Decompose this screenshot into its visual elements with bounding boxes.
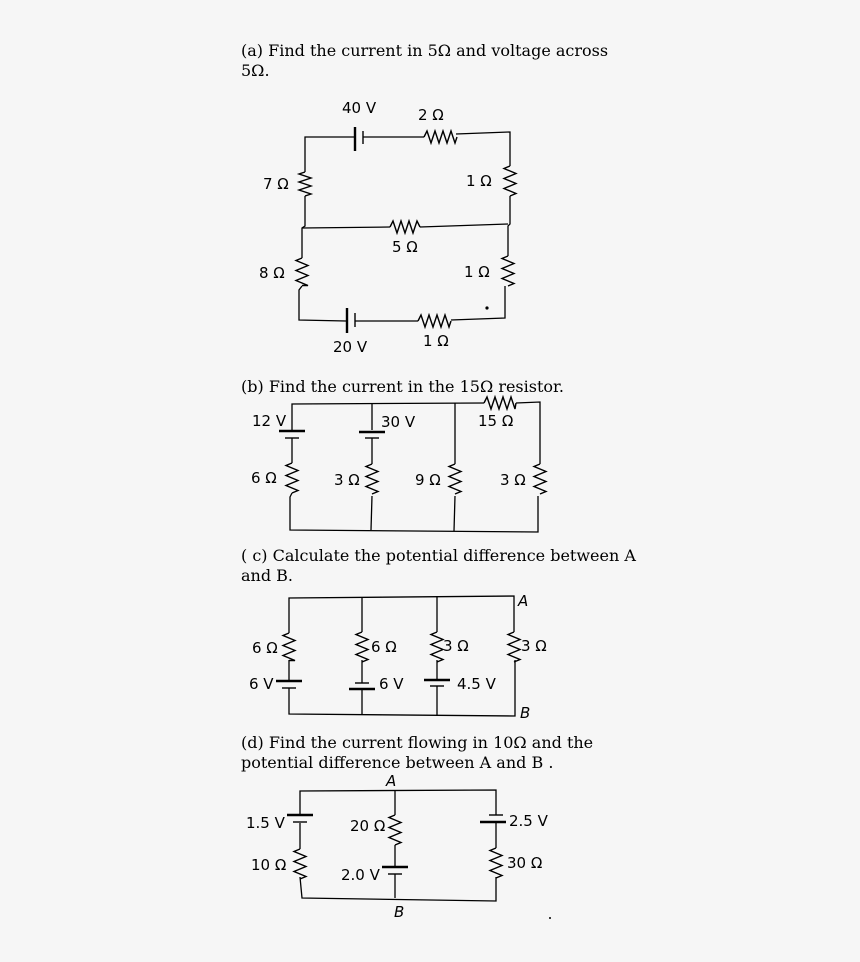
label-1ohm-right-top: 1 Ω — [466, 172, 492, 190]
label-1-5v: 1.5 V — [246, 814, 285, 832]
label-10ohm: 10 Ω — [251, 856, 287, 874]
resistor-6ohm-b — [356, 632, 368, 662]
label-8ohm: 8 Ω — [259, 264, 285, 282]
label-40v: 40 V — [342, 99, 377, 117]
label-30ohm: 30 Ω — [507, 854, 543, 872]
resistor-3ohm-a — [431, 632, 443, 662]
resistor-30ohm — [490, 848, 502, 878]
circuit-c — [249, 592, 547, 722]
label-2-0v: 2.0 V — [341, 866, 380, 884]
circuit-a — [259, 99, 516, 356]
circuit-b — [251, 397, 546, 532]
label-4-5v: 4.5 V — [457, 675, 496, 693]
question-b: (b) Find the current in the 15Ω resistor. — [241, 377, 565, 396]
resistor-3ohm-b — [534, 464, 546, 494]
circuit-d — [246, 772, 551, 921]
resistor-1ohm-bottom — [418, 315, 451, 327]
node-a-label: A — [386, 772, 397, 790]
label-6v-a: 6 V — [249, 675, 274, 693]
label-20ohm: 20 Ω — [350, 817, 386, 835]
question-d: (d) Find the current flowing in 10Ω and the potential difference between A and B . — [241, 733, 594, 772]
resistor-10ohm — [294, 849, 306, 879]
resistor-6ohm-a — [283, 633, 295, 661]
label-7ohm: 7 Ω — [263, 175, 289, 193]
label-6ohm-a: 6 Ω — [252, 639, 278, 657]
label-6ohm-b: 6 Ω — [371, 638, 397, 656]
question-a: (a) Find the current in 5Ω and voltage across 5Ω. — [241, 41, 609, 80]
resistor-9ohm — [449, 464, 461, 494]
resistor-7ohm — [299, 172, 311, 196]
resistor-3ohm-b — [508, 632, 520, 662]
label-3ohm-b: 3 Ω — [500, 471, 526, 489]
label-30v: 30 V — [381, 413, 416, 431]
label-3ohm-b: 3 Ω — [521, 637, 547, 655]
label-12v: 12 V — [252, 412, 287, 430]
resistor-1ohm-right-bottom — [502, 256, 514, 286]
node-a-label: A — [518, 592, 529, 610]
label-1ohm-bottom: 1 Ω — [423, 332, 449, 350]
label-20v: 20 V — [333, 338, 368, 356]
resistor-1ohm-right-top — [504, 166, 516, 196]
label-6v-b: 6 V — [379, 675, 404, 693]
resistor-6ohm — [286, 463, 298, 493]
label-2ohm: 2 Ω — [418, 106, 444, 124]
resistor-8ohm — [296, 258, 308, 286]
label-15ohm: 15 Ω — [478, 412, 514, 430]
resistor-20ohm — [389, 815, 401, 845]
resistor-5ohm — [390, 221, 420, 233]
question-c: ( c) Calculate the potential difference between A and B. — [241, 546, 636, 585]
resistor-3ohm-a — [366, 464, 378, 494]
label-2-5v: 2.5 V — [509, 812, 548, 830]
label-9ohm: 9 Ω — [415, 471, 441, 489]
node-b-label: B — [520, 704, 531, 722]
label-5ohm: 5 Ω — [392, 238, 418, 256]
label-3ohm-a: 3 Ω — [334, 471, 360, 489]
label-3ohm-a: 3 Ω — [443, 637, 469, 655]
resistor-15ohm — [484, 397, 516, 409]
node-b-label: B — [394, 903, 405, 921]
resistor-2ohm — [424, 131, 457, 143]
label-1ohm-right-bottom: 1 Ω — [464, 263, 490, 281]
label-6ohm: 6 Ω — [251, 469, 277, 487]
